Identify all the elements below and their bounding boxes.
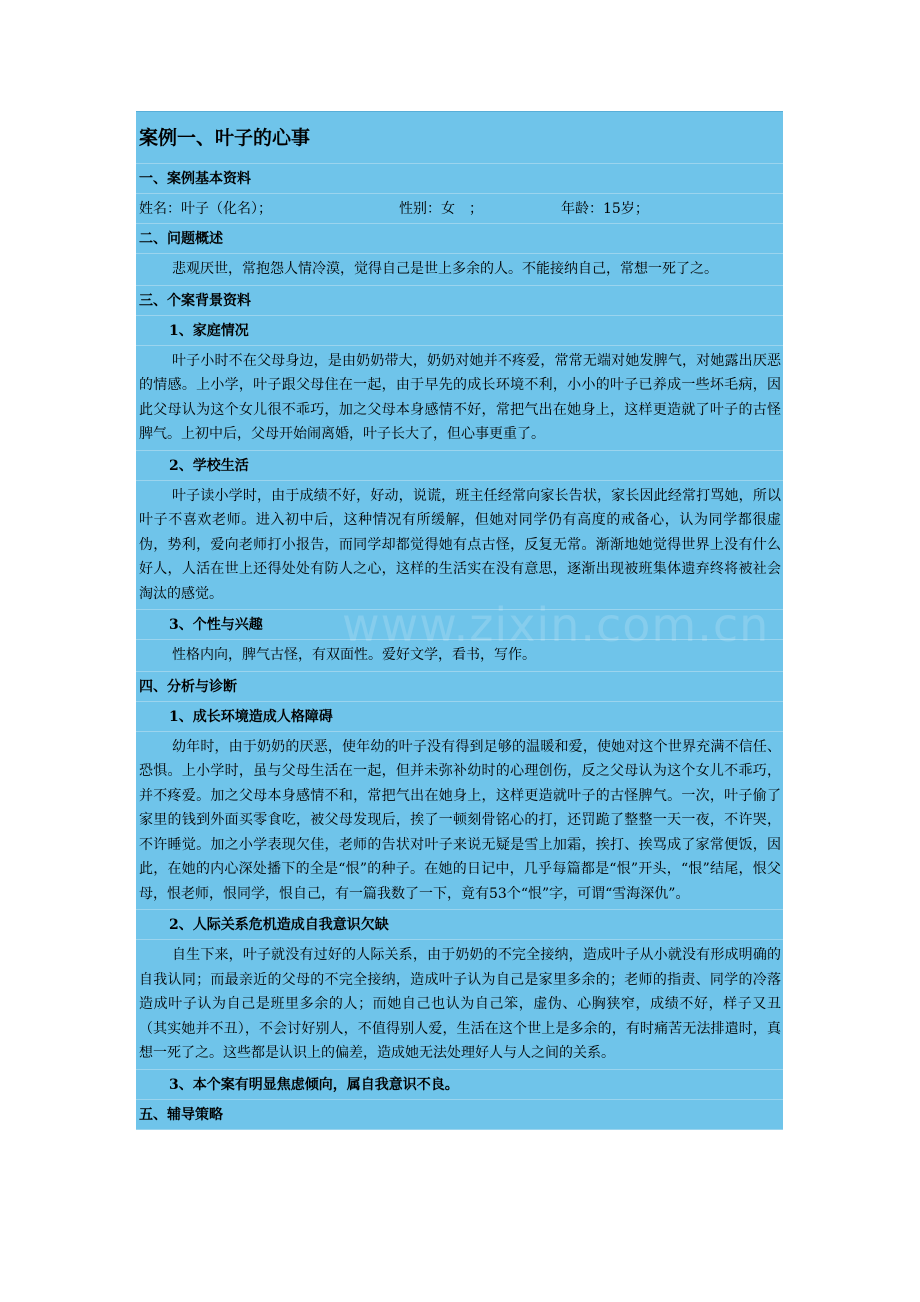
- section-heading-background: 三、个案背景资料: [136, 286, 783, 316]
- subheading-family: 1、家庭情况: [136, 316, 783, 346]
- name-field: 姓名：叶子（化名）；: [139, 201, 272, 217]
- subheading-personality: 3、个性与兴趣: [136, 610, 783, 640]
- section-heading-problem: 二、问题概述: [136, 224, 783, 254]
- case-document: [136, 111, 783, 1130]
- subheading-environment: 1、成长环境造成人格障碍: [136, 702, 783, 732]
- subheading-anxiety: 3、本个案有明显焦虑倾向，属自我意识不良。: [136, 1070, 783, 1100]
- document-title: 案例一、叶子的心事: [136, 112, 783, 164]
- problem-summary-text: 悲观厌世，常抱怨人情冷漠，觉得自己是世上多余的人。不能接纳自己，常想一死了之。: [136, 254, 783, 286]
- section-heading-strategy: 五、辅导策略: [136, 1100, 783, 1130]
- personality-text: 性格内向，脾气古怪，有双面性。爱好文学，看书，写作。: [136, 640, 783, 672]
- gender-field: 性别：女 ；: [399, 201, 483, 217]
- family-text: 叶子小时不在父母身边，是由奶奶带大，奶奶对她并不疼爱，常常无端对她发脾气，对她露出厌恶的情感。上小学，叶子跟父母住在一起，由于早先的成长环境不利，小小的叶子已养成一些坏毛病，因此父母认为这个女儿很不乖巧，加之父母本身感情不好，常把气出在她身上，这样更造就了叶子的古怪脾气。上初中后，父母开始闹离婚，叶子长大了，但心事更重了。: [136, 346, 783, 451]
- school-text: 叶子读小学时，由于成绩不好，好动，说谎，班主任经常向家长告状，家长因此经常打骂她，所以叶子不喜欢老师。进入初中后，这种情况有所缓解，但她对同学仍有高度的戒备心，认为同学都很虚伪，势利，爱向老师打小报告，而同学却都觉得她有点古怪，反复无常。渐渐地她觉得世界上没有什么好人，人活在世上还得处处有防人之心，这样的生活实在没有意思，逐渐出现被班集体遗弃终将被社会淘汰的感觉。: [136, 481, 783, 611]
- basic-info-row: [136, 194, 783, 224]
- age-field: 年龄：15岁；: [561, 201, 649, 217]
- subheading-school: 2、学校生活: [136, 451, 783, 481]
- section-heading-analysis: 四、分析与诊断: [136, 672, 783, 702]
- relationships-text: 自生下来，叶子就没有过好的人际关系，由于奶奶的不完全接纳，造成叶子从小就没有形成明确的自我认同；而最亲近的父母的不完全接纳，造成叶子认为自己是家里多余的；老师的指责、同学的冷落造成叶子认为自己是班里多余的人；而她自己也认为自己笨，虚伪、心胸狭窄，成绩不好，样子又丑（其实她并不丑），不会讨好别人，不值得别人爱，生活在这个世上是多余的，有时痛苦无法排遣时，真想一死了之。这些都是认识上的偏差，造成她无法处理好人与人之间的关系。: [136, 940, 783, 1070]
- subheading-relationships: 2、人际关系危机造成自我意识欠缺: [136, 910, 783, 940]
- section-heading-basic-info: 一、案例基本资料: [136, 164, 783, 194]
- environment-text: 幼年时，由于奶奶的厌恶，使年幼的叶子没有得到足够的温暖和爱，使她对这个世界充满不信任、恐惧。上小学时，虽与父母生活在一起，但并未弥补幼时的心理创伤，反之父母认为这个女儿不乖巧，并不疼爱。加之父母本身感情不和，常把气出在她身上，这样更造就叶子的古怪脾气。一次，叶子偷了家里的钱到外面买零食吃，被父母发现后，挨了一顿刻骨铭心的打，还罚跪了整整一天一夜，不许哭，不许睡觉。加之小学表现欠佳，老师的告状对叶子来说无疑是雪上加霜，挨打、挨骂成了家常便饭，因此，在她的内心深处播下的全是“恨”的种子。在她的日记中，几乎每篇都是“恨”开头，“恨”结尾，恨父母，恨老师，恨同学，恨自己，有一篇我数了一下，竟有53个“恨”字，可谓“雪海深仇”。: [136, 732, 783, 911]
